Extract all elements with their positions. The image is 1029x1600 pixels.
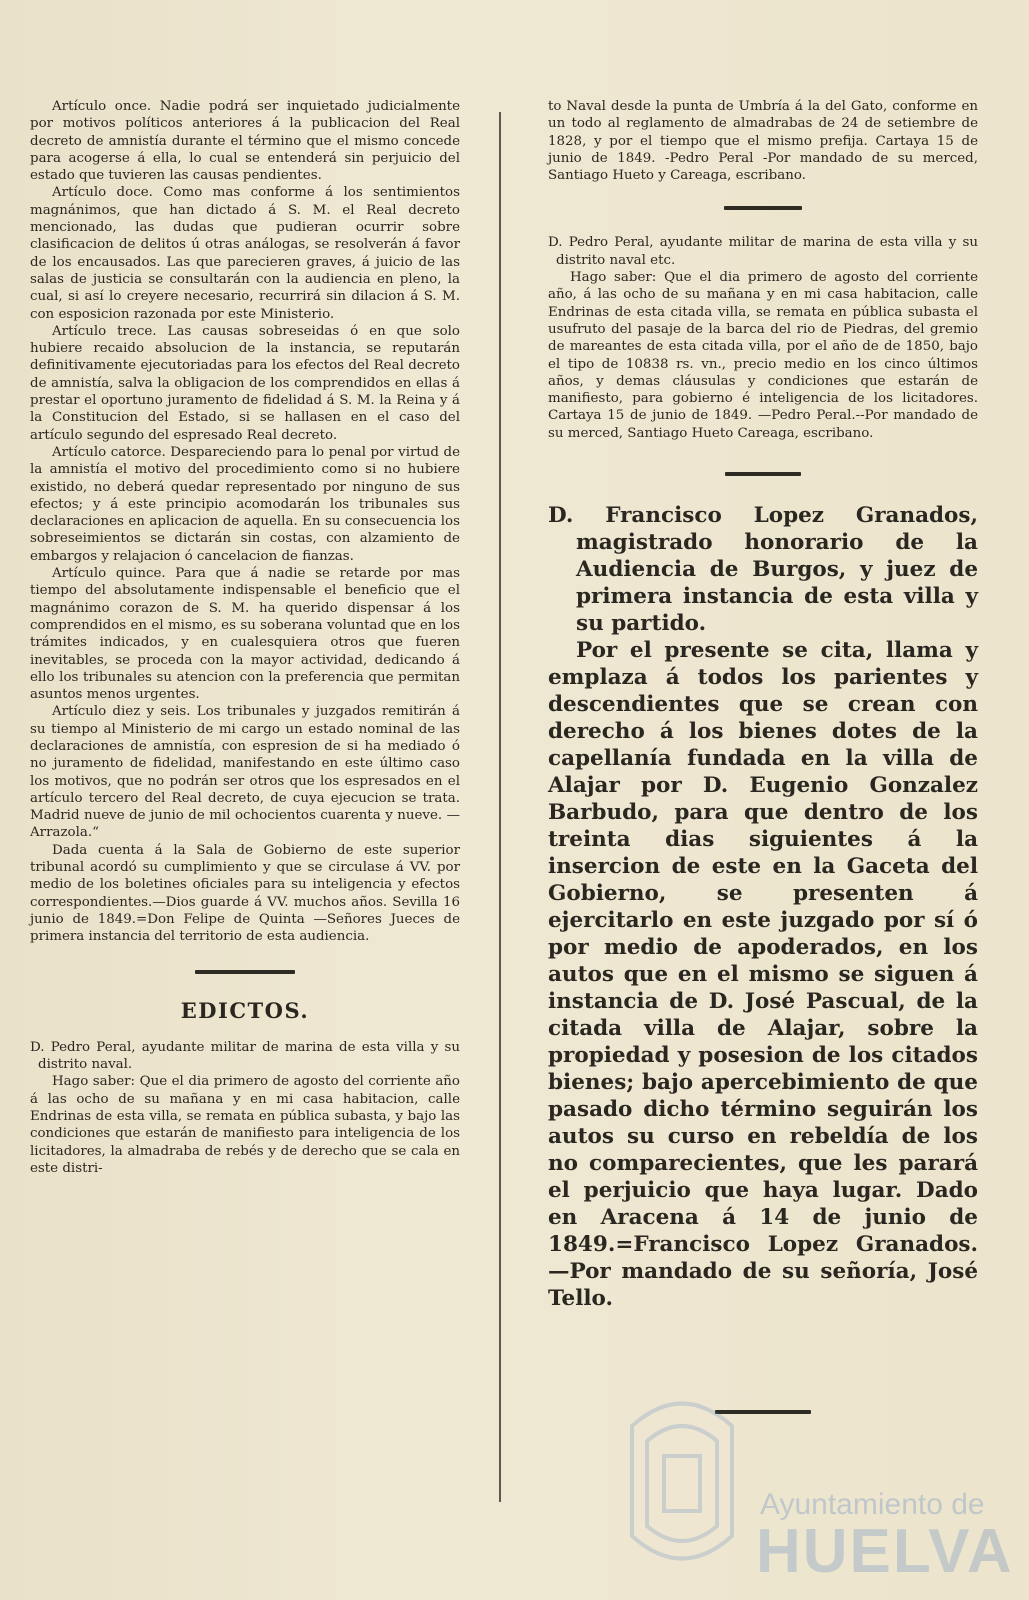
edict3	[548, 502, 978, 1312]
edict3-body: Por el presente se cita, llama y emplaza á todos los parientes y descendientes que se crean con derecho á los bienes dotes de la capellanía fundada en la villa de Alajar por D. Eugenio Gonzalez Barbudo, para que dentro de los treinta dias siguientes á la insercion de este en la Gaceta del Gobierno, se presenten á ejercitarlo en este juzgado por sí ó por medio de apoderados, en los autos que en el mismo se siguen á instancia de D. José Pascual, de la citada villa de Alajar, sobre la propiedad y posesion de los citados bienes; bajo apercebimiento de que pasado dicho término seguirán los autos su curso en rebeldía de los no comparecientes, que les parará el perjuicio que haya lugar. Dado en Aracena á 14 de junio de 1849.=Francisco Lopez Granados.—Por mandado de su señoría, José Tello.	[548, 638, 978, 1312]
edict-divider	[725, 472, 801, 476]
left-column	[30, 98, 460, 1177]
edictos-heading: EDICTOS.	[180, 997, 310, 1023]
article-11: Artículo once. Nadie podrá ser inquietado judicialmente por motivos políticos anteriores á la publicacion del Real decreto de amnistía durante el término que el mismo concede para acogerse á ella, lo cual se entenderá sin perjuicio del estado que tuvieren las causas pendientes.	[30, 99, 460, 184]
edict1-continuation: to Naval desde la punta de Umbría á la del Gato, conforme en un todo al reglamento de almadrabas de 24 de setiembre de 1828, y por el tiempo que el mismo prefija. Cartaya 15 de junio de 1849. -Pedro Peral -Por mandado de su merced, Santiago Hueto y Careaga, escribano.	[548, 99, 978, 184]
edict3-header: D. Francisco Lopez Granados, magistrado honorario de la Audiencia de Burgos, y juez de primera instancia de esta villa y su partido.	[548, 503, 978, 637]
article-16: Artículo diez y seis. Los tribunales y juzgados remitirán á su tiempo al Ministerio de mi cargo un estado nominal de las declaraciones de amnistía, con espresion de si ha mediado ó no juramento de fidelidad, manifestando en este último caso los motivos, que no podrán ser otros que los espresados en el artículo tercero del Real decreto, de cuya ejecucion se trata. Madrid nueve de junio de mil ochocientos cuarenta y nueve. —Arrazola.“	[30, 704, 460, 841]
sala-gobierno-paragraph: Dada cuenta á la Sala de Gobierno de este superior tribunal acordó su cumplimiento y que se circulase á VV. por medio de los boletines oficiales para su inteligencia y efectos correspondientes.—Dios guarde á VV. muchos años. Sevilla 16 junio de 1849.=Don Felipe de Quinta —Señores Jueces de primera instancia del territorio de esta audiencia.	[30, 842, 460, 945]
watermark-line2: HUELVA	[756, 1517, 1014, 1586]
section-divider	[195, 970, 295, 974]
right-column	[548, 98, 978, 1414]
edict-divider	[724, 206, 802, 210]
article-13: Artículo trece. Las causas sobreseidas ó en que solo hubiere recaido absolucion de la instancia, se reputarán definitivamente ejecutoriadas para los efectos del Real decreto de amnistía, salva la obligacion de los comprendidos en ellas á prestar el oportuno juramento de fidelidad á S. M. la Reina y á la Constitucion del Estado, si se hallasen en el caso del artículo segundo del espresado Real decreto.	[30, 323, 460, 443]
column-divider	[499, 112, 501, 1502]
edict2-header: D. Pedro Peral, ayudante militar de marina de esta villa y su distrito naval etc.	[548, 235, 978, 268]
edict2-body: Hago saber: Que el dia primero de agosto del corriente año, á las ocho de su mañana y en mi casa habitacion, calle Endrinas de esta citada villa, se remata en pública subasta el usufruto del pasaje de la barca del rio de Piedras, del gremio de mareantes de esta citada villa, por el año de de 1850, bajo el tipo de 10838 rs. vn., precio medio en los cinco últimos años, y demas cláusulas y condiciones que estarán de manifiesto, para gobierno é inteligencia de los licitadores. Cartaya 15 de junio de 1849. —Pedro Peral.--Por mandado de su merced, Santiago Hueto Careaga, escribano.	[548, 270, 978, 441]
article-12: Artículo doce. Como mas conforme á los sentimientos magnánimos, que han dictado á S. M. el Real decreto mencionado, las dudas que pudieran ocurrir sobre clasificacion de delitos ú otras análogas, se resolverán á favor de los encausados. Las que parecieren graves, á juicio de las salas de justicia se consultarán con la audiencia en pleno, la cual, si así lo creyere necesario, recurrirá sin dilacion á S. M. con esposicion razonada por este Ministerio.	[30, 185, 460, 322]
edict1-header: D. Pedro Peral, ayudante militar de marina de esta villa y su distrito naval.	[30, 1039, 460, 1073]
edict1-body: Hago saber: Que el dia primero de agosto del corriente año á las ocho de su mañana y en mi casa habitacion, calle Endrinas de esta villa, se remata en pública subasta, y bajo las condiciones que estarán de manifiesto para inteligencia de los licitadores, la almadraba de rebés y de derecho que se cala en este distri-	[30, 1074, 460, 1176]
article-14: Artículo catorce. Despareciendo para lo penal por virtud de la amnistía el motivo del procedimiento como si no hubiere existido, no deberá quedar representado por ninguno de sus efectos; y á este principio acomodarán los tribunales sus declaraciones en aplicacion de aquella. En su consecuencia los sobreseimientos se dictarán sin costas, con alzamiento de embargos y relajacion ó cancelacion de fianzas.	[30, 444, 460, 564]
watermark-line1: Ayuntamiento de	[760, 1488, 985, 1521]
article-15: Artículo quince. Para que á nadie se retarde por mas tiempo del absolutamente indispensable el beneficio que el magnánimo corazon de S. M. ha querido dispensar á los comprendidos en el mismo, es su soberana voluntad que en los trámites indicados, y en cualesquiera otros que fueren inevitables, se proceda con la mayor actividad, dedicando á ello los tribunales su atencion con la preferencia que permitan asuntos menos urgentes.	[30, 566, 460, 703]
